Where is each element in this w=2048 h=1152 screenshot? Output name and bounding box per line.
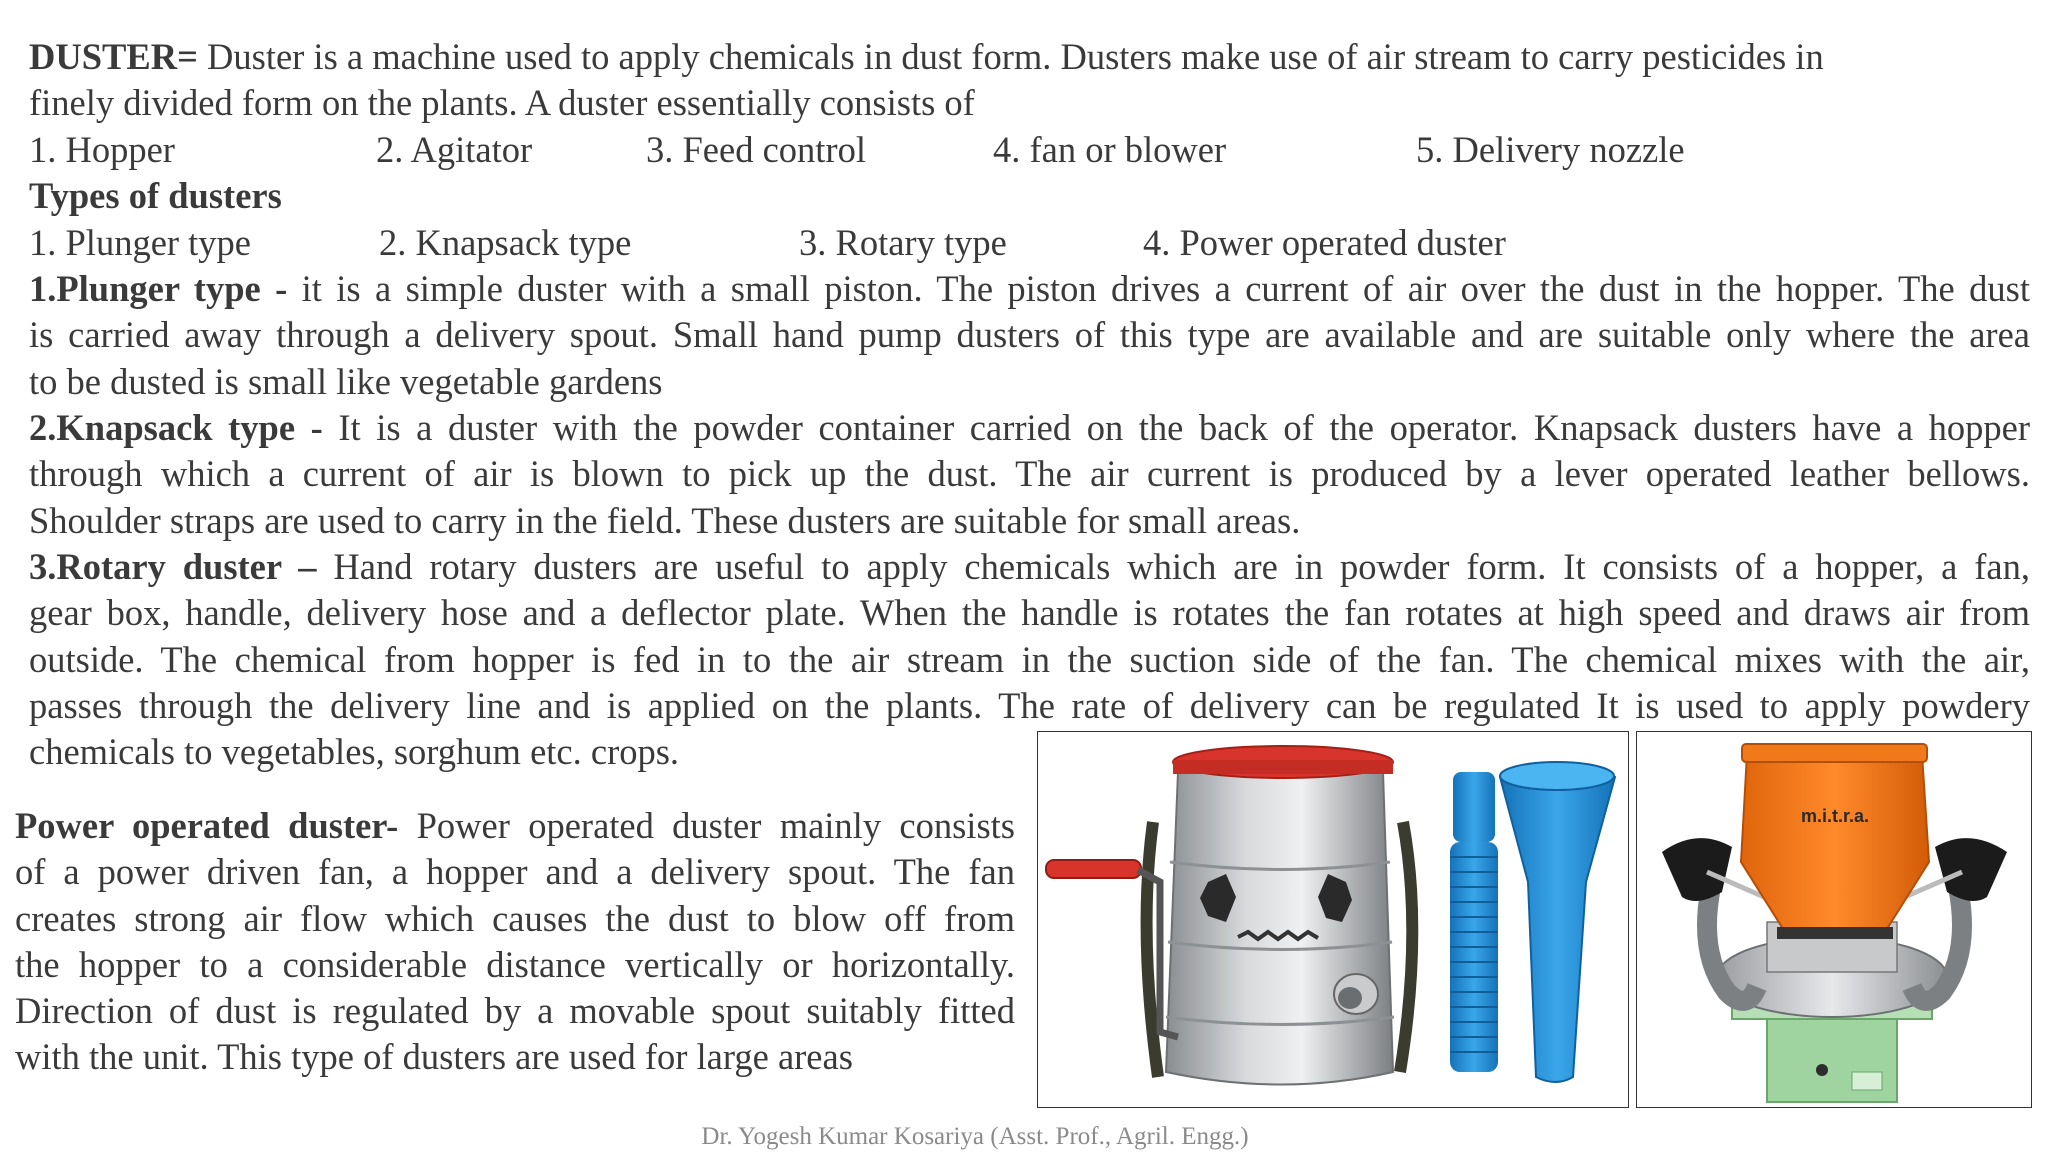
power-heading: Power operated duster-	[15, 805, 399, 846]
knapsack-paragraph	[29, 405, 2030, 544]
intro-text-1: Duster is a machine used to apply chemicals in dust form. Dusters make use of air stream to carry pesticides in	[197, 36, 1824, 77]
rotary-line-2: gear box, handle, delivery hose and a deflector plate. When the handle is rotates the fan rotates at high speed and draws air from	[29, 592, 2030, 634]
component-delivery-nozzle: 5. Delivery nozzle	[1416, 129, 1685, 170]
rotary-line-4: passes through the delivery line and is applied on the plants. The rate of delivery can be regulated It is used to apply powdery	[29, 684, 2030, 726]
plunger-line-1: 1.Plunger type - it is a simple duster with a small piston. The piston drives a current of air over the dust in the hopper. The dust	[29, 268, 2030, 309]
power-duster-illustration	[1637, 732, 2031, 1107]
components-row	[29, 127, 2030, 173]
power-line-2: of a power driven fan, a hopper and a delivery spout. The fan	[15, 851, 1015, 893]
component-fan: 4. fan or blower	[993, 129, 1227, 170]
plunger-paragraph	[29, 266, 2030, 405]
types-heading: Types of dusters	[29, 175, 282, 216]
hopper-brand-label: m.i.t.r.a.	[1800, 806, 1870, 826]
knapsack-heading: 2.Knapsack type -	[29, 407, 323, 448]
intro-line-1	[29, 34, 2030, 80]
power-line-3: creates strong air flow which causes the dust to blow off from	[15, 897, 1015, 939]
rotary-heading: 3.Rotary duster –	[29, 546, 317, 587]
rotary-duster-illustration	[1038, 732, 1628, 1107]
knapsack-line-2: through which a current of air is blown to pick up the dust. The air current is produced by a lever operated leather bellows.	[29, 453, 2030, 495]
component-feed-control: 3. Feed control	[646, 129, 866, 170]
power-line-6: with the unit. This type of dusters are used for large areas	[15, 1036, 853, 1078]
power-line-4: the hopper to a considerable distance vertically or horizontally.	[15, 943, 1015, 985]
footer-credit: Dr. Yogesh Kumar Kosariya (Asst. Prof., Agril. Engg.)	[701, 1123, 1249, 1150]
intro-line-2: finely divided form on the plants. A duster essentially consists of	[29, 82, 975, 123]
power-paragraph	[15, 803, 1015, 1081]
rotary-duster-image	[1037, 731, 1629, 1108]
plunger-heading: 1.Plunger type -	[29, 268, 288, 309]
power-line-1: Power operated duster- Power operated duster mainly consists	[15, 805, 1015, 846]
type-knapsack: 2. Knapsack type	[379, 222, 632, 263]
type-rotary: 3. Rotary type	[799, 222, 1007, 263]
rotary-line-5: chemicals to vegetables, sorghum etc. crops.	[29, 731, 680, 773]
types-row	[29, 220, 2030, 266]
knapsack-line-1: 2.Knapsack type - It is a duster with the powder container carried on the back of the operator. Knapsack dusters have a hopper	[29, 407, 2030, 448]
power-duster-image	[1636, 731, 2032, 1108]
rotary-line-1: 3.Rotary duster – Hand rotary dusters are useful to apply chemicals which are in powder form. It consists of a hopper, a fan,	[29, 546, 2030, 587]
type-power: 4. Power operated duster	[1143, 222, 1506, 263]
power-line-5: Direction of dust is regulated by a movable spout suitably fitted	[15, 990, 1015, 1032]
knapsack-line-3: Shoulder straps are used to carry in the field. These dusters are suitable for small areas.	[29, 499, 1301, 541]
duster-heading: DUSTER=	[29, 36, 198, 77]
rotary-line-3: outside. The chemical from hopper is fed in to the air stream in the suction side of the fan. The chemical mixes with the air,	[29, 638, 2030, 680]
plunger-line-3: to be dusted is small like vegetable gardens	[29, 360, 663, 402]
component-hopper: 1. Hopper	[29, 129, 175, 170]
plunger-line-2: is carried away through a delivery spout. Small hand pump dusters of this type are available and are suitable only where the area	[29, 314, 2030, 356]
type-plunger: 1. Plunger type	[29, 222, 252, 263]
component-agitator: 2. Agitator	[376, 129, 533, 170]
